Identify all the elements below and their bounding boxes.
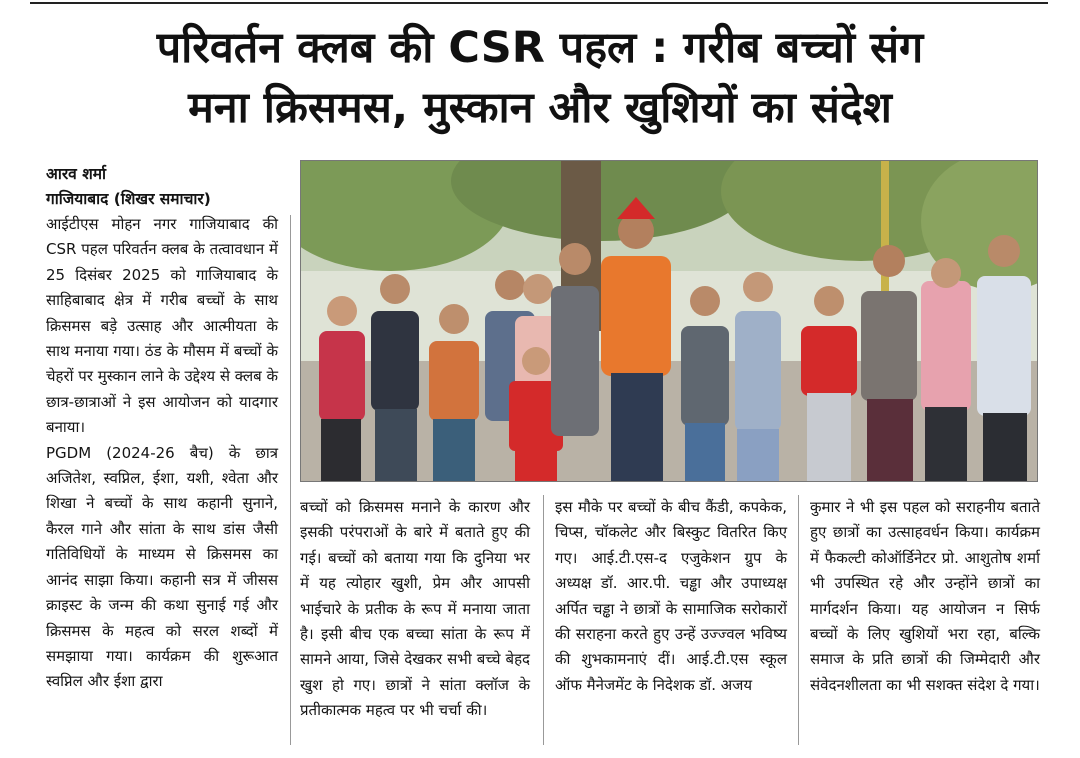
article-column-2 (300, 495, 530, 724)
column-divider (798, 495, 799, 745)
article-paragraph-5: कुमार ने भी इस पहल को सराहनीय बताते हुए छात्रों का उत्साहवर्धन किया। कार्यक्रम में फैकल्टी कोऑर्डिनेटर प्रो. आशुतोष शर्मा भी उपस्थित रहे और उन्होंने छात्रों का मार्गदर्शन किया। यह आयोजन न सिर्फ बच्चों के लिए खुशियों भरा रहा, बल्कि समाज के प्रति छात्रों की जिम्मेदारी और संवेदनशीलता का भी सशक्त संदेश दे गया। (810, 498, 1040, 694)
headline (30, 18, 1050, 138)
article-paragraph-3: बच्चों को क्रिसमस मनाने के कारण और इसकी परंपराओं के बारे में बताते हुए की गई। बच्चों को बताया गया कि दुनिया भर में यह त्योहार खुशी, प्रेम और आपसी भाईचारे के प्रतीक के रूप में मनाया जाता है। इसी बीच एक बच्चा सांता के रूप में सामने आया, जिसे देखकर सभी बच्चे बेहद खुश हो गए। छात्रों ने सांता क्लॉज के प्रतीकात्मक महत्व पर भी चर्चा की। (300, 498, 530, 720)
article-paragraph-4: इस मौके पर बच्चों के बीच कैंडी, कपकेक, चिप्स, चॉकलेट और बिस्कुट वितरित किए गए। आई.टी.एस-द एजुकेशन ग्रुप के अध्यक्ष डॉ. आर.पी. चड्ढा और उपाध्यक्ष अर्पित चड्ढा ने छात्रों के सामाजिक सरोकारों की सराहना करते हुए उन्हें उज्ज्वल भविष्य की शुभकामनाएं दीं। आई.टी.एस स्कूल ऑफ मैनेजमेंट के निदेशक डॉ. अजय (555, 498, 787, 694)
column-divider (290, 215, 291, 745)
dateline: गाजियाबाद (शिखर समाचार) (46, 190, 211, 208)
column-divider (543, 495, 544, 745)
byline (46, 162, 296, 212)
news-photo (300, 160, 1038, 482)
headline-line-1: परिवर्तन क्लब की CSR पहल : गरीब बच्चों संग (156, 23, 924, 73)
headline-line-2: मना क्रिसमस, मुस्कान और खुशियों का संदेश (188, 83, 892, 133)
article-paragraph-1: आईटीएस मोहन नगर गाजियाबाद की CSR पहल परिवर्तन क्लब के तत्वावधान में 25 दिसंबर 2025 को गाजियाबाद के साहिबाबाद क्षेत्र में गरीब बच्चों के साथ क्रिसमस बड़े उत्साह और आत्मीयता के साथ मनाया गया। ठंड के मौसम में बच्चों के चेहरों पर मुस्कान लाने के उद्देश्य से क्लब के छात्र-छात्राओं ने इस आयोजन को यादगार बनाया। (46, 215, 278, 437)
article-column-1 (46, 212, 278, 695)
group-photo-illustration (301, 161, 1038, 482)
article-paragraph-2: PGDM (2024-26 बैच) के छात्र अजितेश, स्वप्निल, ईशा, यशी, श्वेता और शिखा ने बच्चों के साथ कहानी सुनाने, कैरल गाने और सांता के साथ डांस जैसी गतिविधियों के माध्यम से क्रिसमस का आनंद साझा किया। कहानी सत्र में जीसस क्राइस्ट के जन्म की कथा सुनाई गई और क्रिसमस के महत्व को सरल शब्दों में समझाया गया। कार्यक्रम की शुरूआत स्वप्निल और ईशा द्वारा (46, 443, 278, 691)
author-name: आरव शर्मा (46, 165, 107, 183)
top-rule (30, 2, 1048, 4)
article-column-4 (810, 495, 1040, 698)
article-column-3 (555, 495, 787, 698)
